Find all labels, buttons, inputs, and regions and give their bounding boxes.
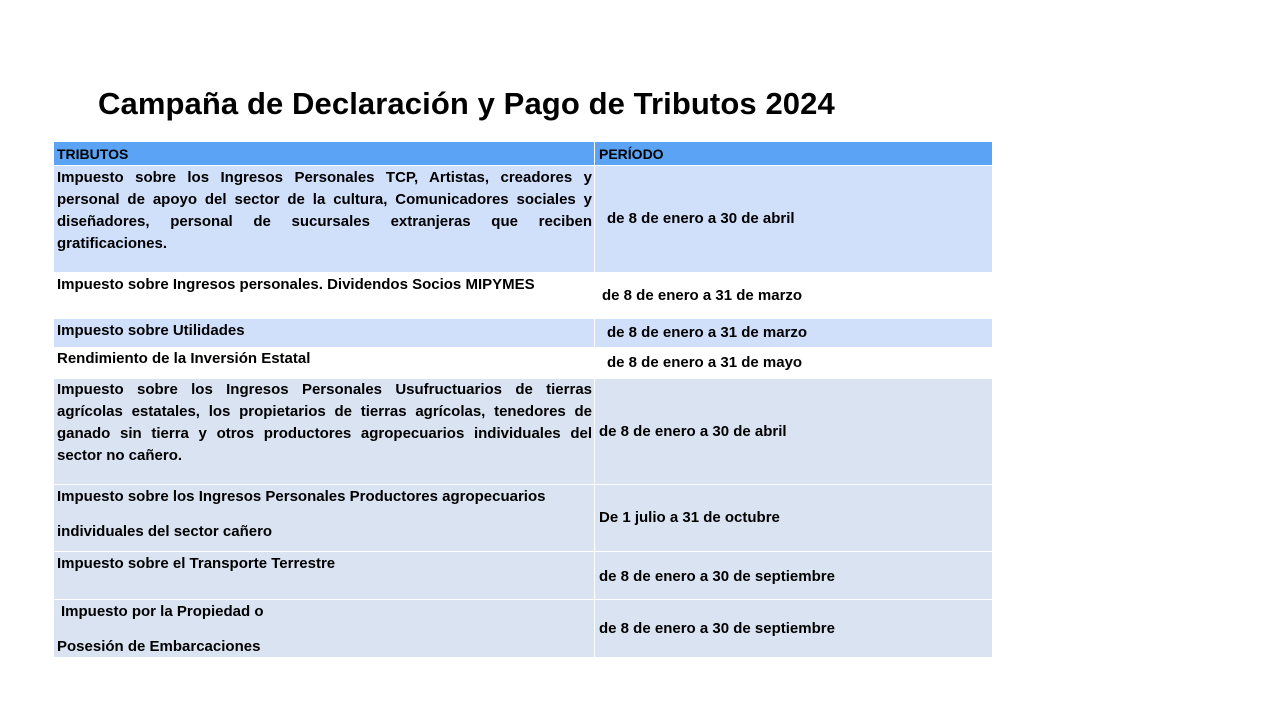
header-periodo: PERÍODO: [599, 146, 664, 162]
periodo-cell: de 8 de enero a 31 de marzo: [602, 287, 803, 304]
tributo-cell: Impuesto sobre los Ingresos Personales Usufructuarios de tierras agrícolas estatales, los propietarios de tierras agrícolas, tenedores de ganado sin tierra y otros productores agropecuarios individuales del sector no cañero.: [54, 379, 595, 484]
table-row: [54, 600, 992, 658]
table-header-row: [54, 142, 992, 166]
header-tributos: TRIBUTOS: [54, 142, 595, 165]
periodo-cell: de 8 de enero a 30 de abril: [607, 210, 795, 227]
periodo-cell: de 8 de enero a 30 de septiembre: [599, 619, 835, 637]
tributo-cell: Rendimiento de la Inversión Estatal: [54, 348, 595, 378]
periodo-cell: de 8 de enero a 30 de abril: [599, 422, 787, 440]
tributo-cell: [54, 479, 595, 551]
periodo-cell: De 1 julio a 31 de octubre: [599, 509, 780, 526]
table-row: [54, 166, 992, 273]
tributo-line: individuales del sector cañero: [57, 523, 273, 540]
tributo-line: Impuesto por la Propiedad o: [61, 603, 264, 620]
tributo-line: Posesión de Embarcaciones: [57, 638, 261, 655]
tributo-cell: Impuesto sobre Ingresos personales. Dividendos Socios MIPYMES: [54, 273, 595, 318]
table-row: [54, 379, 992, 485]
slide-title: Campaña de Declaración y Pago de Tributos 2024: [98, 86, 835, 121]
periodo-cell: de 8 de enero a 30 de septiembre: [599, 568, 835, 585]
table-row: [54, 273, 992, 319]
tributo-cell: Impuesto sobre Utilidades: [54, 319, 595, 347]
tributo-cell: [54, 594, 595, 657]
periodo-cell: de 8 de enero a 31 de marzo: [607, 324, 808, 341]
tributo-cell: Impuesto sobre el Transporte Terrestre: [54, 552, 595, 599]
tributo-line: Impuesto sobre los Ingresos Personales Productores agropecuarios: [57, 488, 546, 505]
tributos-table: [54, 142, 992, 658]
table-row: [54, 552, 992, 600]
table-row: [54, 319, 992, 348]
periodo-cell: de 8 de enero a 31 de mayo: [607, 354, 803, 371]
table-row: [54, 348, 992, 379]
tributo-cell: Impuesto sobre los Ingresos Personales TCP, Artistas, creadores y personal de apoyo del sector de la cultura, Comunicadores sociales y diseñadores, personal de sucursales extranjeras que reciben gratificaciones.: [54, 166, 595, 272]
table-row: [54, 485, 992, 552]
